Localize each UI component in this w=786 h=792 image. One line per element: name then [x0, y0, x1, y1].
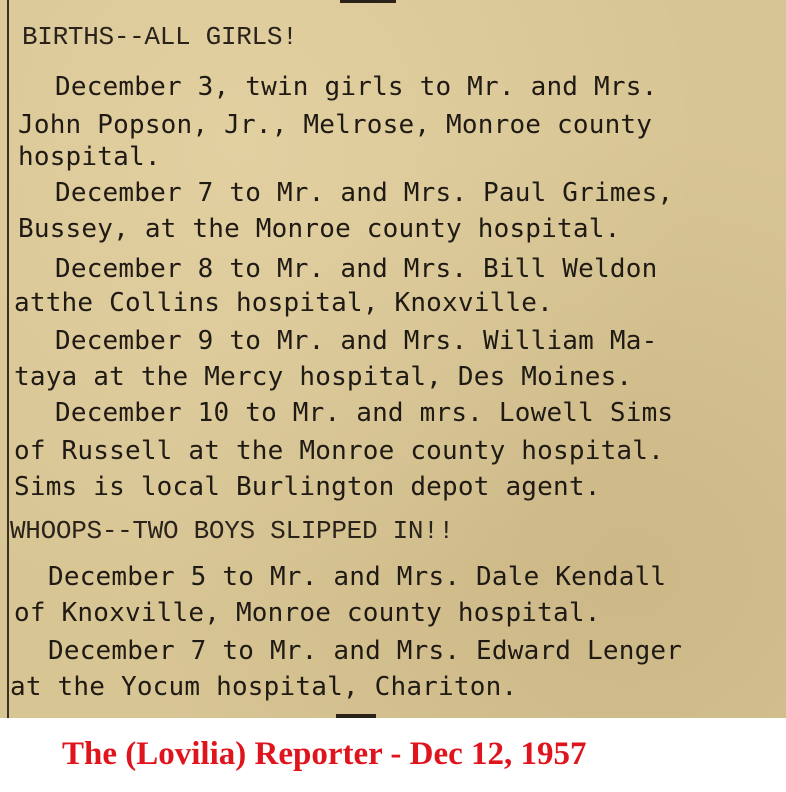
birth-line: December 9 to Mr. and Mrs. William Ma-: [55, 326, 658, 356]
birth-line: of Russell at the Monroe county hospital.: [14, 436, 664, 466]
bottom-divider: [336, 714, 376, 718]
birth-line: Sims is local Burlington depot agent.: [14, 472, 601, 502]
birth-line: December 7 to Mr. and Mrs. Edward Lenger: [48, 636, 683, 666]
birth-line: December 7 to Mr. and Mrs. Paul Grimes,: [55, 178, 674, 208]
birth-line: December 3, twin girls to Mr. and Mrs.: [55, 72, 658, 102]
heading-two-boys: WHOOPS--TWO BOYS SLIPPED IN!!: [10, 516, 454, 546]
birth-line: of Knoxville, Monroe county hospital.: [14, 598, 601, 628]
birth-line: taya at the Mercy hospital, Des Moines.: [14, 362, 633, 392]
birth-line: Bussey, at the Monroe county hospital.: [18, 214, 621, 244]
top-divider: [340, 0, 396, 3]
birth-line: December 8 to Mr. and Mrs. Bill Weldon: [55, 254, 658, 284]
birth-line: John Popson, Jr., Melrose, Monroe county: [18, 110, 653, 140]
column-rule: [7, 0, 9, 718]
birth-line: hospital.: [18, 142, 161, 172]
birth-line: December 10 to Mr. and mrs. Lowell Sims: [55, 398, 674, 428]
birth-line: December 5 to Mr. and Mrs. Dale Kendall: [48, 562, 667, 592]
heading-births-all-girls: BIRTHS--ALL GIRLS!: [22, 22, 298, 52]
birth-line: at the Yocum hospital, Chariton.: [10, 672, 518, 702]
birth-line: atthe Collins hospital, Knoxville.: [14, 288, 554, 318]
source-caption: The (Lovilia) Reporter - Dec 12, 1957: [62, 736, 587, 772]
